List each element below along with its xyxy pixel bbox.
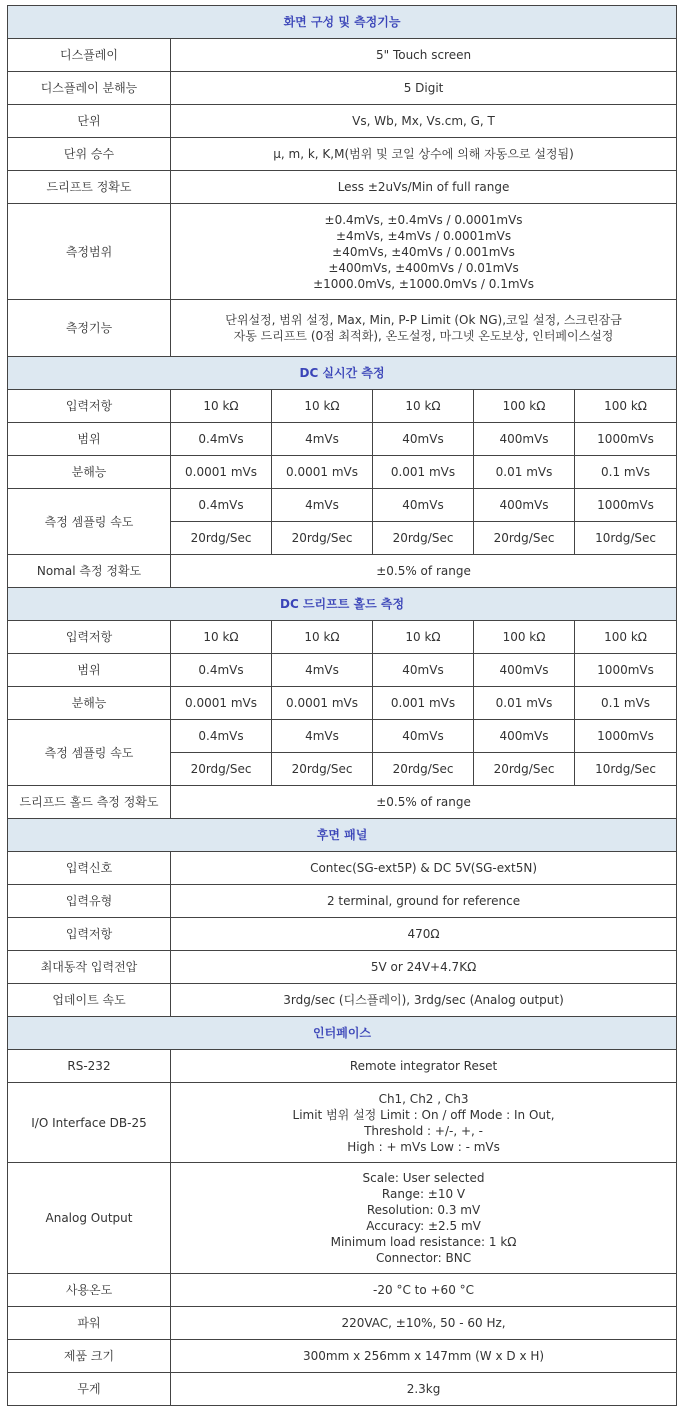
grid-cell: 0.0001 mVs [171,456,272,489]
section-header: 후면 패널 [8,819,677,852]
grid-cell: 0.1 mVs [575,687,677,720]
grid-cell: 100 kΩ [474,621,575,654]
row-label: 측정기능 [8,300,171,357]
grid-cell: 10rdg/Sec [575,753,677,786]
row-value: 5" Touch screen [171,39,677,72]
row-value: ±0.4mVs, ±0.4mVs / 0.0001mVs ±4mVs, ±4mVs / 0.0001mVs ±40mVs, ±40mVs / 0.001mVs ±400mVs, ±400mVs / 0.01mVs ±1000.0mVs, ±1000.0mVs / 0.1mVs [171,204,677,300]
grid-cell: 0.0001 mVs [272,456,373,489]
row-value: 5 Digit [171,72,677,105]
section-header: DC 드리프트 홀드 측정 [8,588,677,621]
row-value: 2.3kg [171,1373,677,1406]
row-label: 측정 셈플링 속도 [8,720,171,786]
grid-cell: 0.4mVs [171,654,272,687]
row-label: 디스플레이 [8,39,171,72]
row-label: 디스플레이 분해능 [8,72,171,105]
row-label: 무게 [8,1373,171,1406]
row-label: 제품 크기 [8,1340,171,1373]
row-label: 측정범위 [8,204,171,300]
row-label: 파워 [8,1307,171,1340]
row-label: 단위 승수 [8,138,171,171]
grid-cell: 10 kΩ [373,621,474,654]
row-label: 분해능 [8,456,171,489]
row-value: 220VAC, ±10%, 50 - 60 Hz, [171,1307,677,1340]
row-value: ±0.5% of range [171,555,677,588]
row-label: 업데이트 속도 [8,984,171,1017]
row-value: -20 °C to +60 °C [171,1274,677,1307]
grid-cell: 400mVs [474,423,575,456]
grid-cell: 100 kΩ [575,621,677,654]
row-label: RS-232 [8,1050,171,1083]
row-value: 2 terminal, ground for reference [171,885,677,918]
grid-cell: 10 kΩ [272,390,373,423]
grid-cell: 10 kΩ [171,621,272,654]
grid-cell: 400mVs [474,720,575,753]
row-label: I/O Interface DB-25 [8,1083,171,1163]
row-label: 최대동작 입력전압 [8,951,171,984]
grid-cell: 0.4mVs [171,423,272,456]
row-label: 단위 [8,105,171,138]
row-value: Scale: User selected Range: ±10 V Resolution: 0.3 mV Accuracy: ±2.5 mV Minimum load resistance: 1 kΩ Connector: BNC [171,1163,677,1274]
row-label: 입력유형 [8,885,171,918]
row-label: 분해능 [8,687,171,720]
grid-cell: 0.0001 mVs [171,687,272,720]
grid-cell: 0.4mVs [171,489,272,522]
row-value: 5V or 24V+4.7KΩ [171,951,677,984]
grid-cell: 10 kΩ [272,621,373,654]
row-value: μ, m, k, K,M(범위 및 코일 상수에 의해 자동으로 설정됨) [171,138,677,171]
grid-cell: 40mVs [373,654,474,687]
grid-cell: 40mVs [373,423,474,456]
row-value: Remote integrator Reset [171,1050,677,1083]
grid-cell: 0.001 mVs [373,687,474,720]
row-value: 470Ω [171,918,677,951]
row-label: 입력신호 [8,852,171,885]
row-label: 입력저항 [8,621,171,654]
grid-cell: 20rdg/Sec [373,522,474,555]
grid-cell: 20rdg/Sec [272,522,373,555]
grid-cell: 4mVs [272,489,373,522]
row-label: Nomal 측정 정확도 [8,555,171,588]
row-label: 범위 [8,423,171,456]
grid-cell: 40mVs [373,720,474,753]
grid-cell: 100 kΩ [575,390,677,423]
grid-cell: 4mVs [272,654,373,687]
row-label: 입력저항 [8,390,171,423]
grid-cell: 1000mVs [575,654,677,687]
grid-cell: 400mVs [474,654,575,687]
row-label: 측정 셈플링 속도 [8,489,171,555]
grid-cell: 10 kΩ [171,390,272,423]
grid-cell: 0.01 mVs [474,456,575,489]
grid-cell: 1000mVs [575,720,677,753]
row-value: Less ±2uVs/Min of full range [171,171,677,204]
grid-cell: 0.1 mVs [575,456,677,489]
row-label: 사용온도 [8,1274,171,1307]
row-value: Ch1, Ch2 , Ch3 Limit 범위 설정 Limit : On / off Mode : In Out, Threshold : +/-, +, - High : + mVs Low : - mVs [171,1083,677,1163]
grid-cell: 400mVs [474,489,575,522]
row-value: Contec(SG-ext5P) & DC 5V(SG-ext5N) [171,852,677,885]
row-value: Vs, Wb, Mx, Vs.cm, G, T [171,105,677,138]
grid-cell: 1000mVs [575,489,677,522]
grid-cell: 0.0001 mVs [272,687,373,720]
grid-cell: 10rdg/Sec [575,522,677,555]
grid-cell: 20rdg/Sec [474,753,575,786]
grid-cell: 4mVs [272,423,373,456]
section-header: 인터페이스 [8,1017,677,1050]
grid-cell: 20rdg/Sec [171,753,272,786]
grid-cell: 4mVs [272,720,373,753]
row-label: Analog Output [8,1163,171,1274]
row-label: 드리프드 홀드 측정 정확도 [8,786,171,819]
row-label: 범위 [8,654,171,687]
grid-cell: 0.01 mVs [474,687,575,720]
row-value: 단위설정, 범위 설정, Max, Min, P-P Limit (Ok NG),코일 설정, 스크린잠금 자동 드리프트 (0점 최적화), 온도설정, 마그넷 온도보상, 인터페이스설정 [171,300,677,357]
row-label: 입력저항 [8,918,171,951]
grid-cell: 0.001 mVs [373,456,474,489]
grid-cell: 1000mVs [575,423,677,456]
spec-table [7,5,677,1406]
grid-cell: 20rdg/Sec [171,522,272,555]
grid-cell: 20rdg/Sec [474,522,575,555]
row-label: 드리프트 정확도 [8,171,171,204]
row-value: 300mm x 256mm x 147mm (W x D x H) [171,1340,677,1373]
section-header: DC 실시간 측정 [8,357,677,390]
grid-cell: 20rdg/Sec [373,753,474,786]
section-header: 화면 구성 및 측정기능 [8,6,677,39]
grid-cell: 20rdg/Sec [272,753,373,786]
grid-cell: 10 kΩ [373,390,474,423]
grid-cell: 0.4mVs [171,720,272,753]
grid-cell: 100 kΩ [474,390,575,423]
row-value: 3rdg/sec (디스플레이), 3rdg/sec (Analog output) [171,984,677,1017]
row-value: ±0.5% of range [171,786,677,819]
grid-cell: 40mVs [373,489,474,522]
